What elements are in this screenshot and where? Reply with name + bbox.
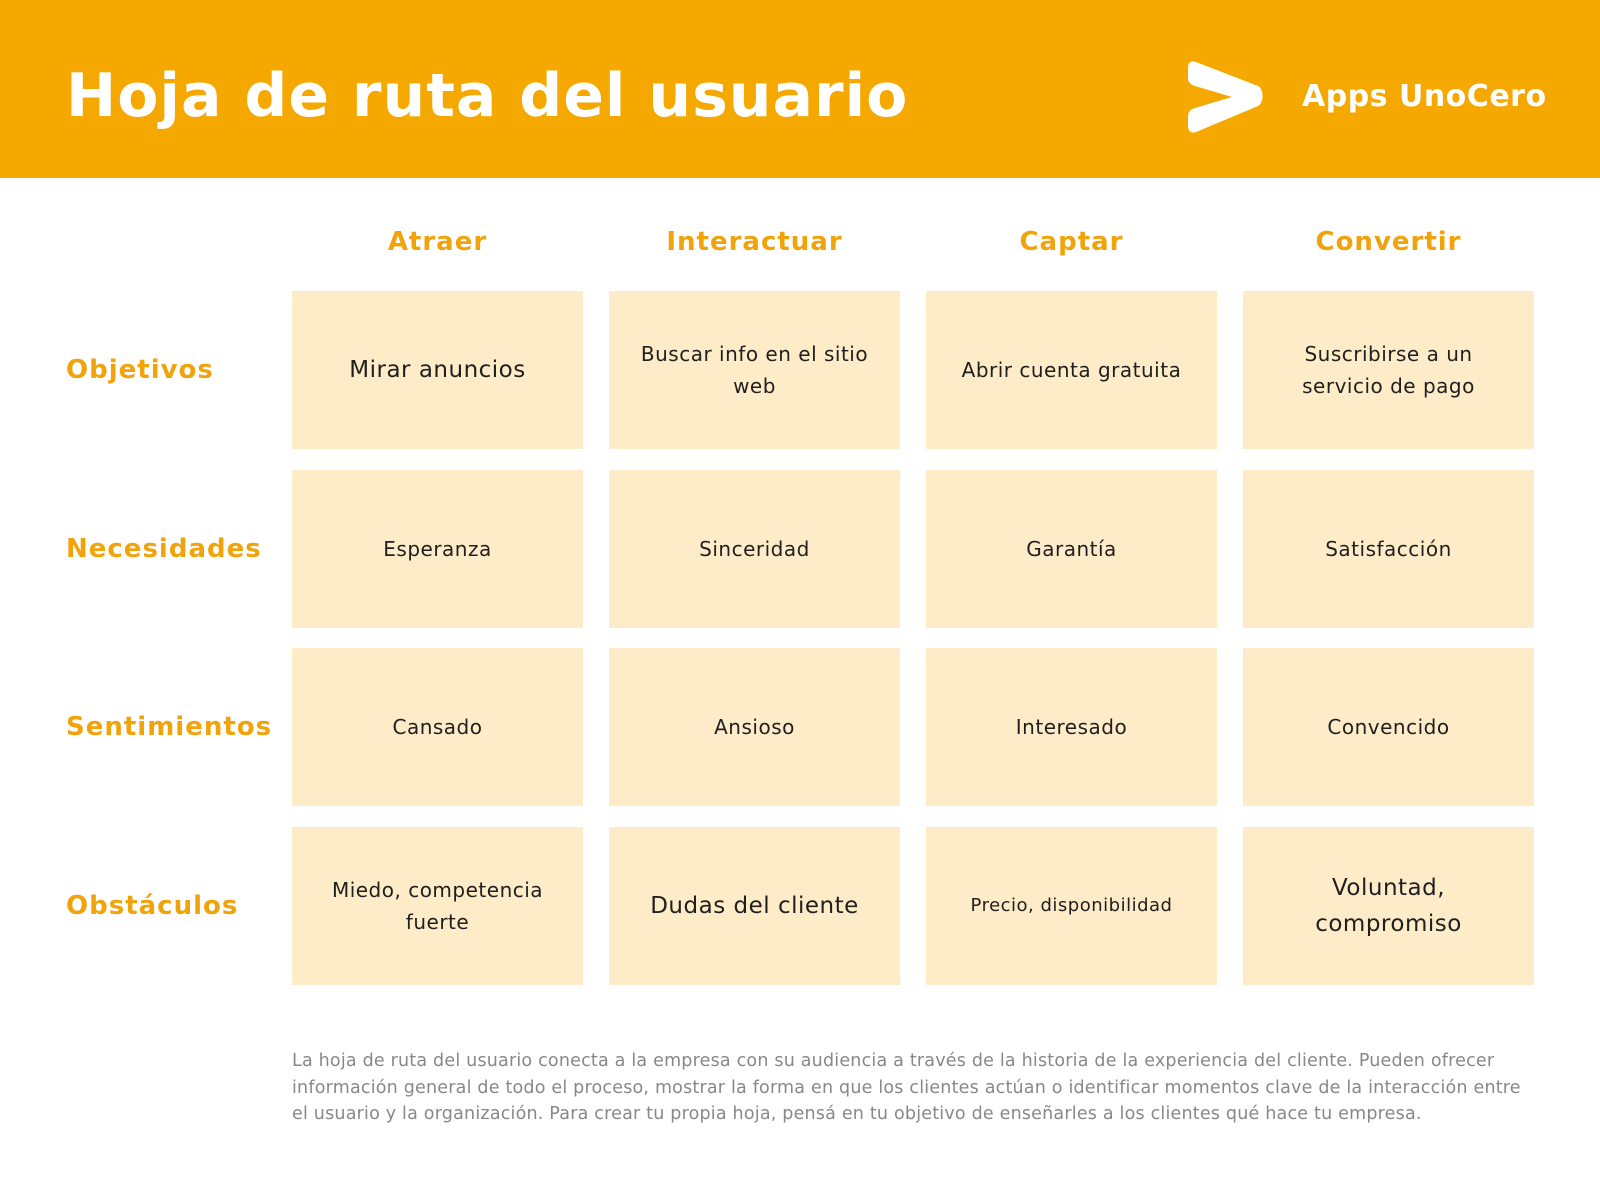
cell-objetivos-convertir: Suscribirse a un servicio de pago bbox=[1243, 291, 1534, 449]
page-title: Hoja de ruta del usuario bbox=[66, 61, 909, 131]
cell-sentimientos-captar: Interesado bbox=[926, 648, 1217, 806]
cell-obstaculos-convertir: Voluntad, compromiso bbox=[1243, 827, 1534, 985]
column-header-captar: Captar bbox=[1019, 227, 1124, 257]
cell-sentimientos-interactuar: Ansioso bbox=[609, 648, 900, 806]
row-header-obstaculos: Obstáculos bbox=[66, 891, 239, 921]
cell-objetivos-interactuar: Buscar info en el sitio web bbox=[609, 291, 900, 449]
cell-sentimientos-atraer: Cansado bbox=[292, 648, 583, 806]
row-header-sentimientos: Sentimientos bbox=[66, 712, 273, 742]
column-header-interactuar: Interactuar bbox=[666, 227, 843, 257]
cell-necesidades-atraer: Esperanza bbox=[292, 470, 583, 628]
cell-objetivos-captar: Abrir cuenta gratuita bbox=[926, 291, 1217, 449]
cell-sentimientos-convertir: Convencido bbox=[1243, 648, 1534, 806]
column-header-convertir: Convertir bbox=[1315, 227, 1462, 257]
column-header-atraer: Atraer bbox=[387, 227, 488, 257]
brand-name: Apps UnoCero bbox=[1302, 78, 1547, 114]
row-header-necesidades: Necesidades bbox=[66, 534, 262, 564]
arrow-chevron-logo-icon bbox=[1188, 58, 1264, 134]
row-header-objetivos: Objetivos bbox=[66, 355, 214, 385]
header-banner bbox=[0, 0, 1600, 178]
cell-necesidades-convertir: Satisfacción bbox=[1243, 470, 1534, 628]
cell-necesidades-captar: Garantía bbox=[926, 470, 1217, 628]
cell-obstaculos-captar: Precio, disponibilidad bbox=[926, 827, 1217, 985]
cell-necesidades-interactuar: Sinceridad bbox=[609, 470, 900, 628]
cell-objetivos-atraer: Mirar anuncios bbox=[292, 291, 583, 449]
description-text: La hoja de ruta del usuario conecta a la empresa con su audiencia a través de la historia de la experiencia del cliente. Pueden ofrecer información general de todo el proceso, mostrar la forma en que los clientes actúan o identificar momentos clave de la interacción entre el usuario y la organización. Para crear tu propia hoja, pensá en tu objetivo de enseñarles a los clientes qué hace tu empresa. bbox=[292, 1051, 1521, 1124]
cell-obstaculos-interactuar: Dudas del cliente bbox=[609, 827, 900, 985]
brand bbox=[1188, 58, 1547, 134]
cell-obstaculos-atraer: Miedo, competencia fuerte bbox=[292, 827, 583, 985]
